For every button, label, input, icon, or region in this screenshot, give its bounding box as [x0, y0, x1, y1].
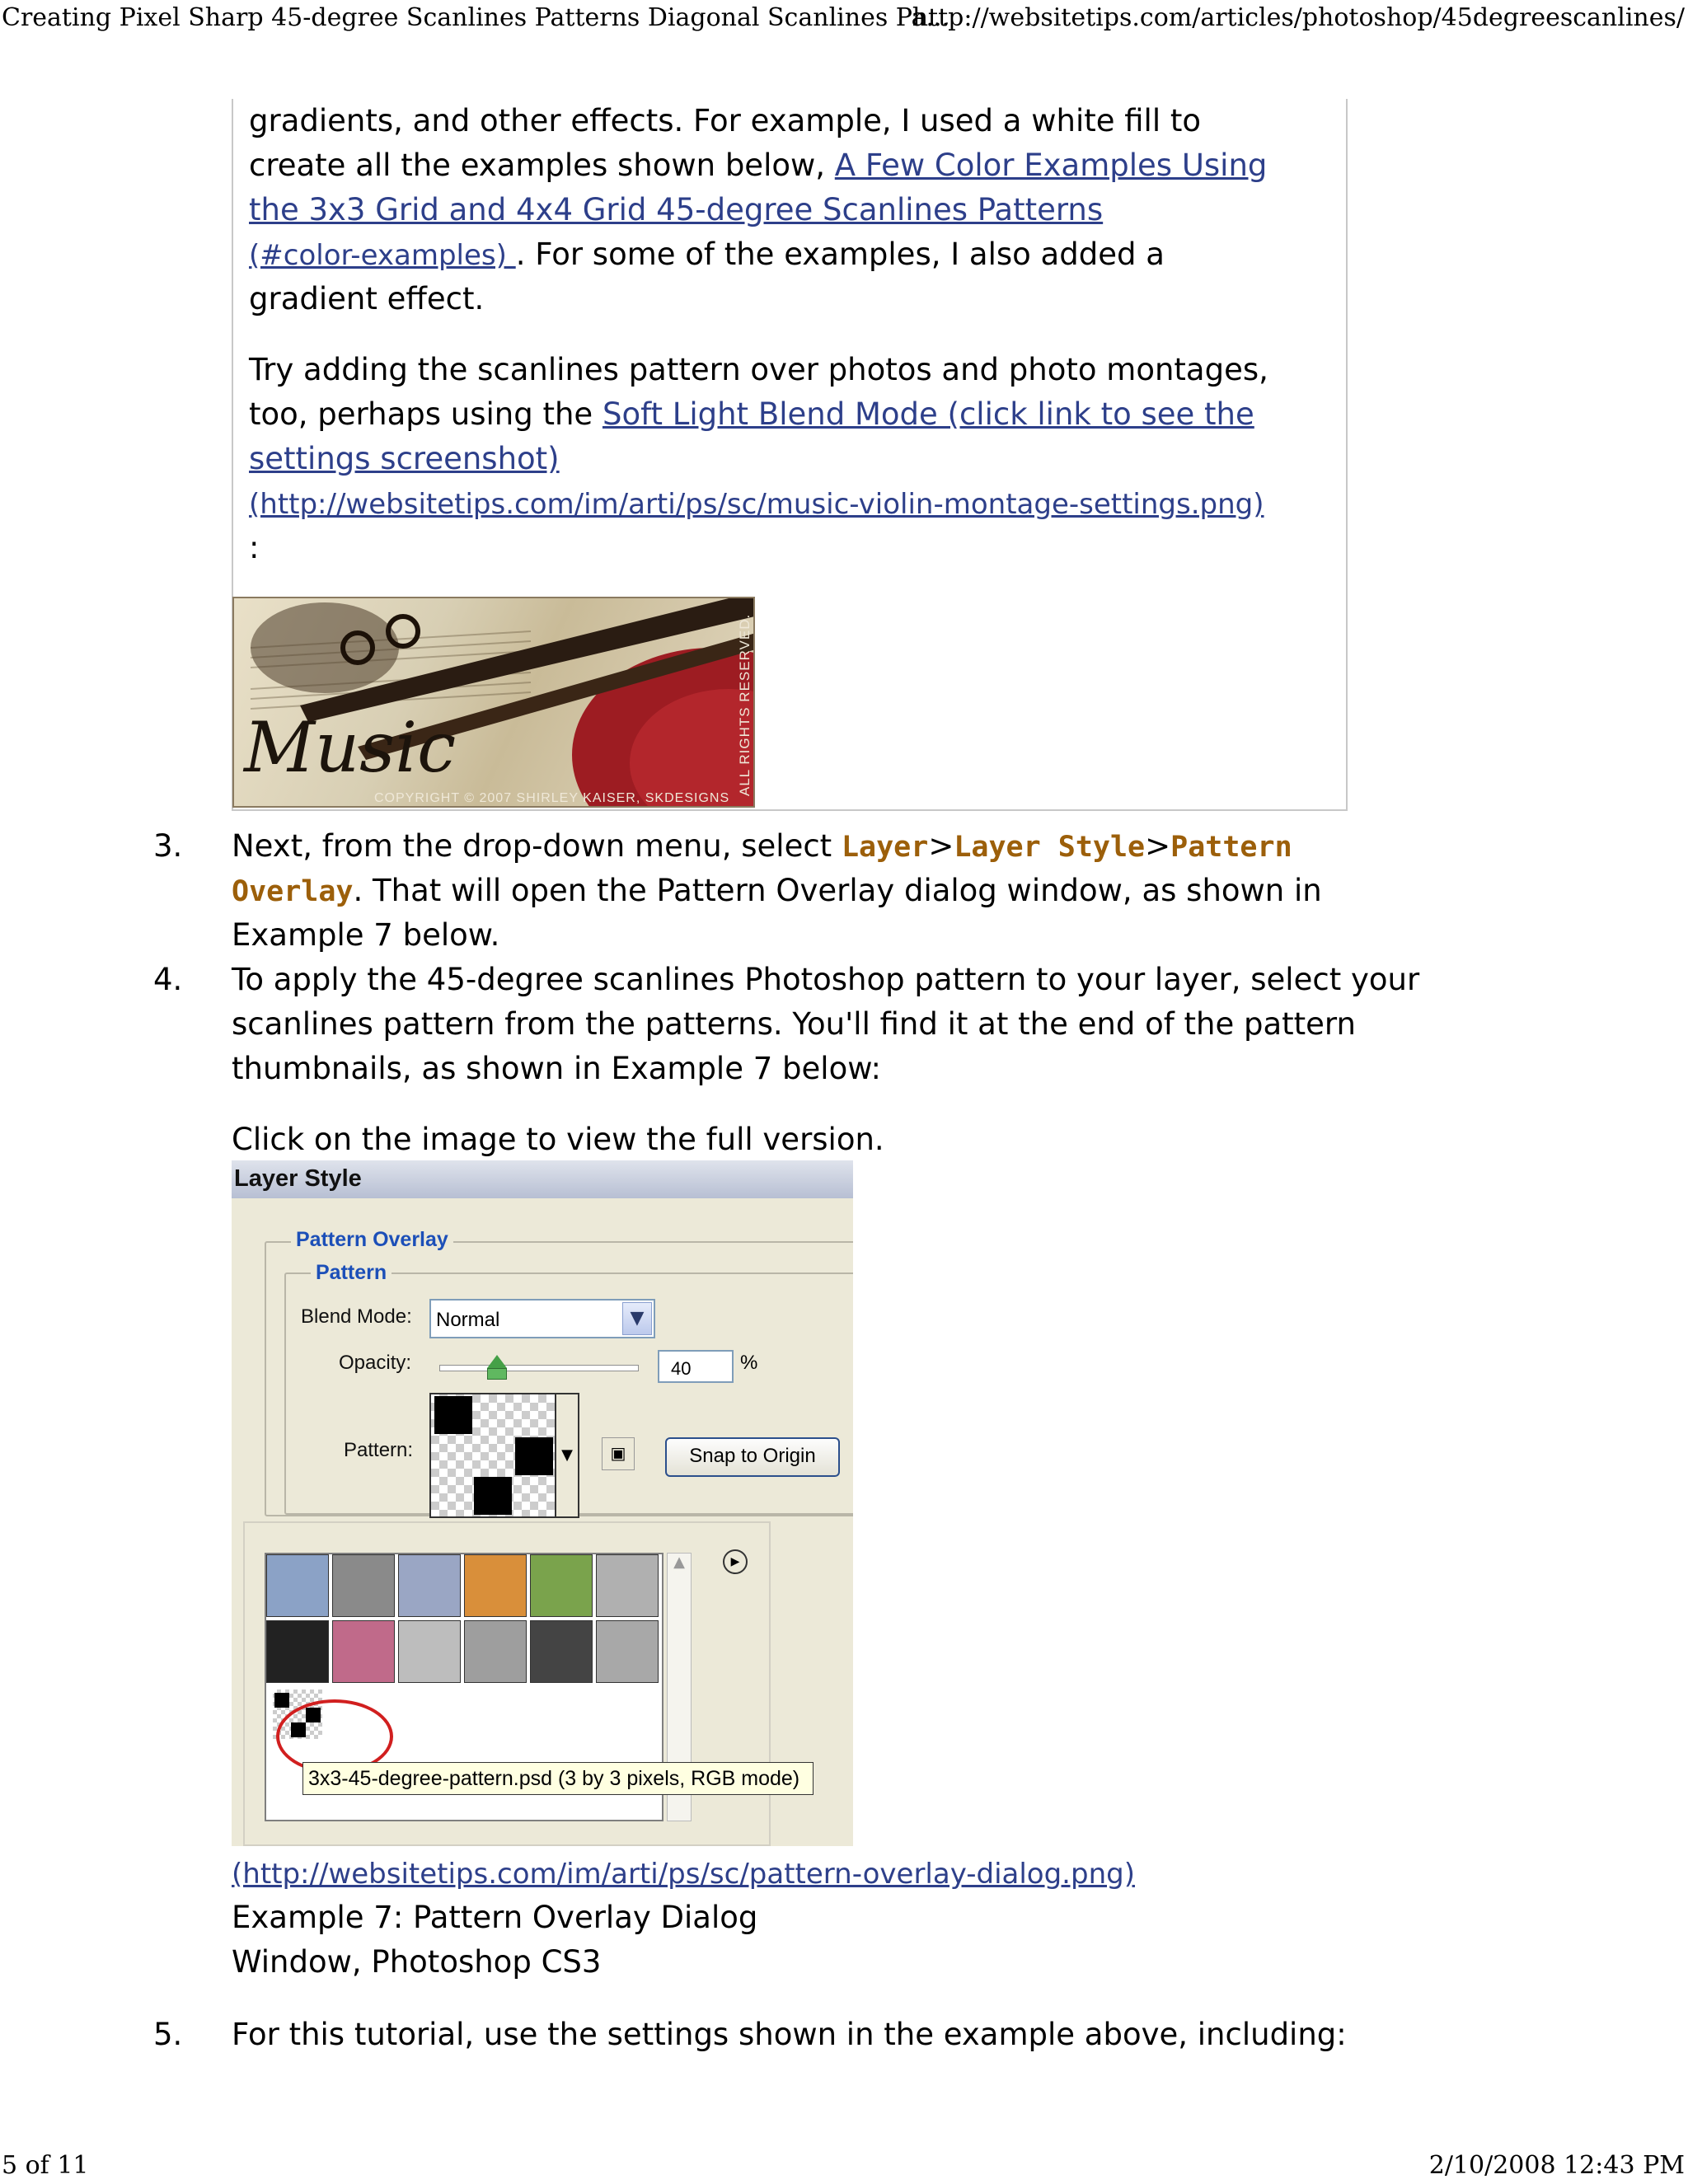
paragraph-line: : [249, 530, 260, 565]
text-span: Next, from the drop-down menu, select [232, 828, 842, 864]
pattern-label: Pattern: [344, 1439, 414, 1461]
pattern-swatch[interactable] [596, 1620, 659, 1683]
step-line: For this tutorial, use the settings shown in the example above, including: [232, 2017, 1347, 2052]
opacity-slider-thumb[interactable] [487, 1355, 507, 1368]
paragraph-line: gradient effect. [249, 281, 485, 316]
page-counter: 5 of 11 [2, 2151, 89, 2180]
click-note: Click on the image to view the full version. [232, 1122, 884, 1157]
pattern-swatch[interactable] [398, 1620, 461, 1683]
soft-light-link[interactable]: Soft Light Blend Mode (click link to see the [602, 396, 1254, 432]
text-span: > [1145, 828, 1171, 864]
dialog-title: Layer Style [234, 1165, 362, 1192]
text-span: . For some of the examples, I also added a [515, 237, 1165, 272]
music-rights: ALL RIGHTS RESERVED. [737, 613, 753, 796]
example-caption: Window, Photoshop CS3 [232, 1944, 602, 1980]
dialog-titlebar [232, 1160, 853, 1198]
pattern-pixel [274, 1693, 289, 1708]
music-copyright: COPYRIGHT © 2007 SHIRLEY KAISER, SKDESIGNS [374, 791, 730, 805]
snap-to-origin-button[interactable]: Snap to Origin [665, 1437, 840, 1477]
pattern-swatch[interactable] [266, 1554, 329, 1617]
step-line: scanlines pattern from the patterns. You'll find it at the end of the pattern [232, 1006, 1356, 1042]
paragraph-line [249, 437, 560, 481]
paragraph-line [249, 143, 1267, 188]
text-span: too, perhaps using the [249, 396, 603, 432]
pattern-tooltip: 3x3-45-degree-pattern.psd (3 by 3 pixels, RGB mode) [302, 1762, 814, 1795]
blend-mode-select[interactable] [429, 1299, 655, 1338]
pattern-overlay-dialog-image[interactable] [232, 1160, 853, 1846]
text-span: create all the examples shown below, [249, 148, 835, 183]
pattern-swatch[interactable] [398, 1554, 461, 1617]
menu-path-layer-style: Layer Style [954, 831, 1146, 864]
pattern-swatch[interactable] [332, 1620, 395, 1683]
pattern-pixel [474, 1477, 512, 1515]
new-preset-icon[interactable]: ▣ [602, 1437, 635, 1470]
pattern-swatch[interactable] [530, 1554, 593, 1617]
page-title: Creating Pixel Sharp 45-degree Scanlines Patterns Diagonal Scanlines Pa... [2, 3, 950, 32]
blend-mode-label: Blend Mode: [301, 1305, 412, 1328]
example-caption: Example 7: Pattern Overlay Dialog [232, 1900, 758, 1935]
music-violin-montage-image[interactable] [232, 597, 755, 808]
step-number: 3. [153, 828, 183, 864]
page-url: http://websitetips.com/articles/photoshop/45degreescanlines/ [912, 3, 1685, 32]
pattern-swatch[interactable] [530, 1620, 593, 1683]
pattern-overlay-legend: Pattern Overlay [291, 1228, 453, 1252]
step-line [232, 869, 1322, 914]
color-examples-link[interactable]: A Few Color Examples Using [834, 148, 1268, 183]
pattern-swatch[interactable] [464, 1554, 527, 1617]
step-line: Example 7 below. [232, 917, 500, 953]
opacity-label: Opacity: [339, 1352, 412, 1374]
paragraph-line [249, 232, 1165, 278]
print-datetime: 2/10/2008 12:43 PM [1428, 2151, 1685, 2180]
picker-scrollbar[interactable]: ▲ [667, 1553, 692, 1821]
opacity-unit: % [740, 1352, 758, 1374]
pattern-pixel [515, 1437, 553, 1475]
color-examples-link-cont[interactable]: the 3x3 Grid and 4x4 Grid 45-degree Scanlines Patterns [249, 192, 1104, 227]
text-span: . That will open the Pattern Overlay dialog window, as shown in [353, 873, 1322, 908]
menu-path-layer: Layer [841, 831, 929, 864]
paragraph-line [249, 481, 1264, 527]
pattern-overlay-url [232, 1851, 1135, 1896]
pattern-picker-panel [243, 1521, 800, 1846]
pattern-pixel [434, 1396, 472, 1434]
menu-path-pattern: Pattern [1170, 831, 1292, 864]
color-examples-anchor[interactable]: (#color-examples) [249, 239, 516, 272]
pattern-swatch[interactable] [266, 1620, 329, 1683]
picker-menu-icon[interactable]: ▶ [723, 1549, 748, 1574]
soft-light-link-cont[interactable]: settings screenshot) [249, 441, 560, 476]
settings-screenshot-url[interactable]: (http://websitetips.com/im/arti/ps/sc/music-violin-montage-settings.png) [249, 488, 1264, 521]
step-number: 5. [153, 2017, 183, 2052]
blend-mode-value: Normal [436, 1309, 500, 1331]
chevron-down-icon[interactable]: ▼ [622, 1302, 652, 1335]
paragraph-line [249, 188, 1103, 232]
pattern-preview[interactable] [429, 1393, 579, 1518]
step-line: To apply the 45-degree scanlines Photoshop pattern to your layer, select your [232, 962, 1420, 997]
text-span: > [928, 828, 954, 864]
pattern-dropdown-arrow-icon[interactable]: ▼ [555, 1394, 578, 1516]
pattern-legend: Pattern [311, 1261, 392, 1285]
opacity-slider-track[interactable] [439, 1365, 639, 1371]
paragraph-line: gradients, and other effects. For example, I used a white fill to [249, 103, 1202, 138]
step-number: 4. [153, 962, 183, 997]
pattern-swatch[interactable] [464, 1620, 527, 1683]
opacity-slider-thumb-base[interactable] [487, 1368, 507, 1380]
music-title-text: Music [244, 707, 457, 788]
pattern-overlay-link[interactable]: (http://websitetips.com/im/arti/ps/sc/pattern-overlay-dialog.png) [232, 1858, 1135, 1891]
paragraph-line [249, 392, 1254, 437]
pattern-swatch[interactable] [596, 1554, 659, 1617]
step-line [232, 824, 1292, 869]
menu-path-overlay: Overlay [232, 875, 354, 908]
step-line: thumbnails, as shown in Example 7 below: [232, 1051, 881, 1086]
opacity-input[interactable]: 40 [658, 1350, 734, 1383]
paragraph-line: Try adding the scanlines pattern over photos and photo montages, [249, 352, 1268, 387]
pattern-swatch[interactable] [332, 1554, 395, 1617]
